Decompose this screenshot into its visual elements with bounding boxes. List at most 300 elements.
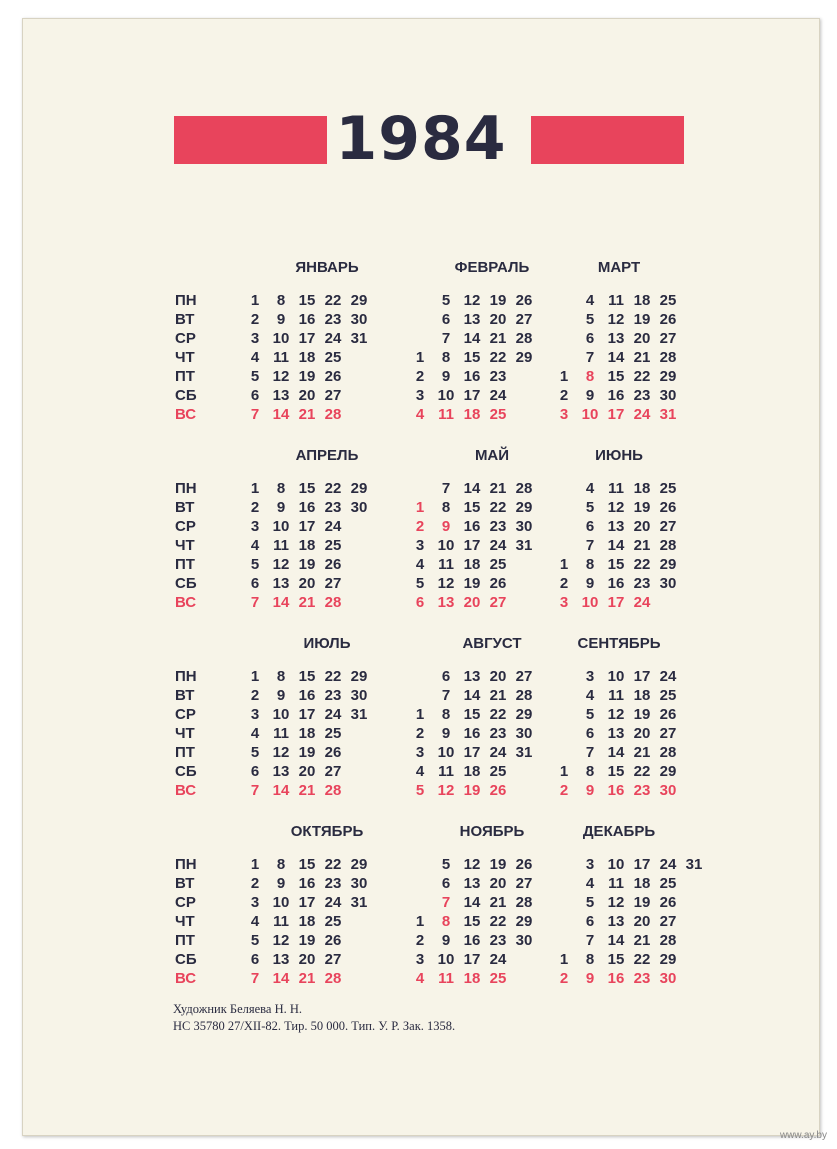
day-cell: 29: [515, 349, 533, 366]
day-cell: 25: [659, 292, 677, 309]
day-cell: 30: [659, 387, 677, 404]
day-cell: 18: [633, 875, 651, 892]
day-cell: 24: [489, 387, 507, 404]
day-cell: 15: [463, 706, 481, 723]
day-cell: 25: [489, 556, 507, 573]
day-cell: 15: [607, 368, 625, 385]
day-cell: 11: [273, 913, 289, 930]
day-cell: 5: [441, 292, 451, 309]
day-cell: 23: [489, 932, 507, 949]
day-cell: 30: [515, 932, 533, 949]
day-cell: 18: [463, 763, 481, 780]
day-cell: 1: [559, 763, 569, 780]
day-cell: 9: [585, 387, 595, 404]
day-cell: 19: [463, 782, 481, 799]
day-cell: 27: [659, 518, 677, 535]
day-cell: 28: [324, 970, 342, 987]
day-cell: 3: [585, 856, 595, 873]
day-cell: 12: [272, 932, 290, 949]
day-cell: 2: [250, 499, 260, 516]
day-cell: 28: [324, 594, 342, 611]
weekday-label: СР: [175, 330, 196, 347]
day-cell: 7: [585, 932, 595, 949]
weekday-labels: [175, 667, 221, 800]
day-cell: 25: [324, 537, 342, 554]
day-cell: 11: [608, 875, 624, 892]
weekday-label: ВТ: [175, 311, 195, 328]
day-cell: 31: [350, 894, 368, 911]
day-cell: 15: [298, 668, 316, 685]
day-cell: 16: [298, 687, 316, 704]
day-cell: 5: [250, 932, 260, 949]
day-cell: 4: [250, 725, 260, 742]
day-cell: 29: [515, 706, 533, 723]
day-cell: 26: [659, 499, 677, 516]
day-cell: 17: [298, 330, 316, 347]
day-cell: 21: [489, 330, 507, 347]
day-cell: 15: [463, 499, 481, 516]
day-cell: 30: [350, 499, 368, 516]
day-cell: 18: [633, 292, 651, 309]
day-cell: 16: [607, 782, 625, 799]
day-cell: 17: [607, 594, 625, 611]
day-cell: 14: [272, 406, 290, 423]
day-cell: 17: [298, 518, 316, 535]
day-cell: 7: [585, 537, 595, 554]
day-cell: 27: [659, 330, 677, 347]
day-cell: 11: [273, 725, 289, 742]
day-cell: 5: [415, 575, 425, 592]
day-cell: 29: [350, 856, 368, 873]
day-cell: 24: [324, 518, 342, 535]
day-cell: 21: [298, 594, 316, 611]
day-cell: 29: [350, 480, 368, 497]
day-cell: 9: [276, 311, 286, 328]
day-cell: 13: [272, 763, 290, 780]
weekday-label: СР: [175, 518, 196, 535]
day-cell: 1: [559, 556, 569, 573]
day-cell: 12: [607, 499, 625, 516]
day-cell: 12: [272, 368, 290, 385]
day-cell: 9: [441, 518, 451, 535]
day-cell: 21: [489, 687, 507, 704]
day-cell: 27: [659, 913, 677, 930]
day-cell: 23: [324, 311, 342, 328]
day-cell: 12: [463, 292, 481, 309]
day-cell: 2: [559, 970, 569, 987]
day-cell: 5: [250, 368, 260, 385]
day-cell: 14: [607, 744, 625, 761]
day-cell: 1: [559, 368, 569, 385]
day-cell: 9: [276, 499, 286, 516]
day-cell: 23: [324, 875, 342, 892]
day-cell: 17: [463, 951, 481, 968]
day-cell: 11: [438, 970, 454, 987]
month-name: ИЮНЬ: [595, 447, 643, 464]
day-cell: 28: [515, 687, 533, 704]
weekday-label: ЧТ: [175, 913, 195, 930]
day-cell: 13: [463, 875, 481, 892]
day-cell: 12: [463, 856, 481, 873]
day-cell: 7: [585, 744, 595, 761]
day-cell: 18: [463, 970, 481, 987]
day-cell: 6: [585, 518, 595, 535]
day-cell: 30: [350, 687, 368, 704]
day-cell: 29: [659, 368, 677, 385]
day-cell: 11: [438, 406, 454, 423]
day-cell: 17: [463, 537, 481, 554]
day-cell: 21: [489, 480, 507, 497]
day-cell: 8: [441, 913, 451, 930]
day-cell: 14: [607, 932, 625, 949]
day-cell: 22: [489, 913, 507, 930]
imprint-line: НС 35780 27/XII-82. Тир. 50 000. Тип. У. Р. Зак. 1358.: [173, 1019, 456, 1033]
day-cell: 10: [272, 330, 290, 347]
day-cell: 18: [298, 349, 316, 366]
day-cell: 14: [463, 480, 481, 497]
day-cell: 24: [659, 856, 677, 873]
day-cell: 25: [324, 725, 342, 742]
day-cell: 19: [489, 292, 507, 309]
day-cell: 6: [415, 594, 425, 611]
day-cell: 20: [633, 913, 651, 930]
day-cell: 23: [633, 970, 651, 987]
weekday-label: ВТ: [175, 499, 195, 516]
month-name: ДЕКАБРЬ: [582, 823, 656, 840]
weekday-label: СБ: [175, 763, 197, 780]
day-cell: 5: [585, 894, 595, 911]
month-name: ЯНВАРЬ: [295, 259, 359, 276]
day-cell: 4: [415, 556, 425, 573]
day-cell: 19: [298, 744, 316, 761]
day-cell: 10: [437, 951, 455, 968]
day-cell: 8: [276, 292, 286, 309]
day-cell: 8: [441, 706, 451, 723]
day-cell: 13: [463, 668, 481, 685]
day-cell: 29: [659, 763, 677, 780]
day-cell: 17: [633, 668, 651, 685]
day-cell: 3: [415, 951, 425, 968]
day-cell: 18: [633, 687, 651, 704]
day-cell: 22: [324, 292, 342, 309]
day-cell: 9: [441, 725, 451, 742]
day-cell: 26: [324, 744, 342, 761]
day-cell: 10: [272, 894, 290, 911]
day-cell: 18: [633, 480, 651, 497]
right-red-bar: [531, 116, 684, 164]
day-cell: 26: [659, 311, 677, 328]
day-cell: 9: [276, 687, 286, 704]
day-cell: 25: [659, 687, 677, 704]
day-cell: 24: [489, 744, 507, 761]
day-cell: 12: [607, 706, 625, 723]
day-cell: 25: [489, 406, 507, 423]
day-cell: 20: [298, 575, 316, 592]
weekday-label: ЧТ: [175, 537, 195, 554]
day-cell: 23: [633, 575, 651, 592]
day-cell: 1: [250, 480, 260, 497]
day-cell: 3: [415, 387, 425, 404]
day-cell: 5: [250, 744, 260, 761]
day-cell: 18: [463, 556, 481, 573]
weekday-label: ВТ: [175, 687, 195, 704]
day-cell: 16: [463, 932, 481, 949]
day-cell: 4: [415, 763, 425, 780]
weekday-label: СБ: [175, 951, 197, 968]
day-cell: 31: [659, 406, 677, 423]
day-cell: 13: [272, 951, 290, 968]
day-cell: 15: [463, 349, 481, 366]
day-cell: 21: [633, 744, 651, 761]
day-cell: 22: [324, 480, 342, 497]
day-cell: 6: [250, 387, 260, 404]
day-cell: 8: [276, 480, 286, 497]
day-cell: 15: [607, 951, 625, 968]
day-cell: 22: [324, 856, 342, 873]
day-cell: 28: [515, 894, 533, 911]
day-cell: 15: [298, 856, 316, 873]
watermark: www.ay.by: [779, 1130, 827, 1141]
day-cell: 21: [298, 782, 316, 799]
day-cell: 30: [659, 970, 677, 987]
day-cell: 9: [276, 875, 286, 892]
day-cell: 27: [324, 387, 342, 404]
month-name: ИЮЛЬ: [303, 635, 351, 652]
day-cell: 20: [298, 763, 316, 780]
day-cell: 20: [633, 330, 651, 347]
day-cell: 30: [515, 518, 533, 535]
day-cell: 11: [608, 292, 624, 309]
day-cell: 20: [489, 668, 507, 685]
day-cell: 28: [659, 349, 677, 366]
day-cell: 20: [633, 725, 651, 742]
day-cell: 20: [633, 518, 651, 535]
day-cell: 11: [608, 687, 624, 704]
weekday-label: ВС: [175, 782, 197, 799]
day-cell: 26: [515, 292, 533, 309]
day-cell: 20: [298, 951, 316, 968]
day-cell: 7: [441, 480, 451, 497]
day-cell: 27: [515, 668, 533, 685]
day-cell: 11: [438, 556, 454, 573]
day-cell: 21: [298, 970, 316, 987]
day-cell: 6: [250, 951, 260, 968]
day-cell: 20: [463, 594, 481, 611]
day-cell: 26: [659, 706, 677, 723]
weekday-label: ПТ: [175, 932, 195, 949]
day-cell: 19: [463, 575, 481, 592]
day-cell: 11: [273, 537, 289, 554]
day-cell: 23: [324, 687, 342, 704]
day-cell: 25: [659, 875, 677, 892]
day-cell: 4: [415, 970, 425, 987]
day-cell: 29: [350, 292, 368, 309]
day-cell: 21: [633, 537, 651, 554]
day-cell: 3: [559, 406, 569, 423]
day-cell: 13: [463, 311, 481, 328]
weekday-label: ЧТ: [175, 349, 195, 366]
day-cell: 4: [250, 913, 260, 930]
day-cell: 2: [415, 368, 425, 385]
day-cell: 3: [250, 518, 260, 535]
day-cell: 31: [685, 856, 703, 873]
weekday-label: ПТ: [175, 556, 195, 573]
day-cell: 1: [415, 349, 425, 366]
day-cell: 19: [489, 856, 507, 873]
day-cell: 27: [659, 725, 677, 742]
day-cell: 8: [441, 499, 451, 516]
day-cell: 16: [298, 311, 316, 328]
day-cell: 13: [607, 330, 625, 347]
day-cell: 5: [585, 706, 595, 723]
day-cell: 25: [489, 763, 507, 780]
day-cell: 31: [350, 330, 368, 347]
day-cell: 18: [298, 725, 316, 742]
day-cell: 17: [463, 387, 481, 404]
day-cell: 5: [441, 856, 451, 873]
day-cell: 10: [272, 706, 290, 723]
day-cell: 25: [659, 480, 677, 497]
day-cell: 30: [659, 782, 677, 799]
day-cell: 31: [515, 537, 533, 554]
day-cell: 6: [441, 311, 451, 328]
day-cell: 25: [489, 970, 507, 987]
day-cell: 16: [463, 518, 481, 535]
day-cell: 30: [350, 875, 368, 892]
day-cell: 27: [324, 575, 342, 592]
day-cell: 18: [298, 913, 316, 930]
month-name: СЕНТЯБРЬ: [577, 635, 661, 652]
day-cell: 5: [585, 311, 595, 328]
day-cell: 4: [585, 875, 595, 892]
day-cell: 12: [607, 894, 625, 911]
weekday-label: СБ: [175, 575, 197, 592]
day-cell: 2: [250, 687, 260, 704]
day-cell: 26: [515, 856, 533, 873]
day-cell: 7: [250, 406, 260, 423]
day-cell: 24: [633, 406, 651, 423]
weekday-label: ВС: [175, 406, 197, 423]
day-cell: 22: [633, 556, 651, 573]
day-cell: 30: [659, 575, 677, 592]
day-cell: 7: [441, 687, 451, 704]
weekday-labels: [175, 291, 221, 424]
day-cell: 22: [633, 763, 651, 780]
day-cell: 6: [250, 575, 260, 592]
day-cell: 8: [276, 856, 286, 873]
day-cell: 15: [298, 480, 316, 497]
day-cell: 19: [298, 932, 316, 949]
weekday-label: ВС: [175, 594, 197, 611]
day-cell: 5: [250, 556, 260, 573]
day-cell: 7: [441, 894, 451, 911]
day-cell: 12: [607, 311, 625, 328]
day-cell: 10: [607, 856, 625, 873]
day-cell: 27: [324, 951, 342, 968]
day-cell: 10: [437, 537, 455, 554]
day-cell: 24: [633, 594, 651, 611]
weekday-label: СР: [175, 894, 196, 911]
day-cell: 3: [250, 894, 260, 911]
day-cell: 6: [250, 763, 260, 780]
day-cell: 21: [633, 932, 651, 949]
day-cell: 26: [489, 575, 507, 592]
day-cell: 26: [324, 556, 342, 573]
day-cell: 17: [633, 856, 651, 873]
day-cell: 15: [298, 292, 316, 309]
weekday-label: ВС: [175, 970, 197, 987]
day-cell: 8: [585, 951, 595, 968]
day-cell: 13: [607, 518, 625, 535]
day-cell: 4: [585, 687, 595, 704]
day-cell: 10: [607, 668, 625, 685]
month-name: МАЙ: [474, 447, 510, 464]
left-red-bar: [174, 116, 327, 164]
day-cell: 19: [633, 499, 651, 516]
day-cell: 7: [250, 594, 260, 611]
day-cell: 6: [441, 875, 451, 892]
day-cell: 3: [585, 668, 595, 685]
day-cell: 17: [463, 744, 481, 761]
day-cell: 10: [272, 518, 290, 535]
day-cell: 24: [324, 894, 342, 911]
day-cell: 22: [633, 951, 651, 968]
day-cell: 28: [324, 406, 342, 423]
day-cell: 22: [489, 706, 507, 723]
day-cell: 9: [441, 368, 451, 385]
day-cell: 20: [489, 311, 507, 328]
day-cell: 14: [272, 594, 290, 611]
day-cell: 11: [608, 480, 624, 497]
month-name: МАРТ: [597, 259, 641, 276]
day-cell: 9: [585, 782, 595, 799]
weekday-label: ЧТ: [175, 725, 195, 742]
day-cell: 6: [585, 330, 595, 347]
day-cell: 14: [463, 330, 481, 347]
day-cell: 24: [489, 951, 507, 968]
day-cell: 17: [298, 706, 316, 723]
day-cell: 7: [250, 782, 260, 799]
day-cell: 19: [298, 556, 316, 573]
day-cell: 8: [441, 349, 451, 366]
day-cell: 24: [324, 330, 342, 347]
calendar-card: [22, 18, 820, 1136]
day-cell: 14: [463, 687, 481, 704]
day-cell: 13: [607, 725, 625, 742]
day-cell: 29: [515, 913, 533, 930]
day-cell: 8: [585, 556, 595, 573]
day-cell: 25: [324, 349, 342, 366]
day-cell: 16: [298, 499, 316, 516]
day-cell: 20: [298, 387, 316, 404]
day-cell: 6: [585, 725, 595, 742]
day-cell: 9: [585, 575, 595, 592]
day-cell: 9: [585, 970, 595, 987]
day-cell: 18: [463, 406, 481, 423]
day-cell: 4: [585, 480, 595, 497]
weekday-label: ВТ: [175, 875, 195, 892]
day-cell: 8: [585, 368, 595, 385]
day-cell: 2: [559, 387, 569, 404]
day-cell: 16: [298, 875, 316, 892]
day-cell: 5: [585, 499, 595, 516]
day-cell: 17: [298, 894, 316, 911]
year-title: 1984: [335, 104, 507, 174]
day-cell: 28: [659, 744, 677, 761]
day-cell: 1: [250, 668, 260, 685]
day-cell: 12: [437, 782, 455, 799]
day-cell: 27: [489, 594, 507, 611]
